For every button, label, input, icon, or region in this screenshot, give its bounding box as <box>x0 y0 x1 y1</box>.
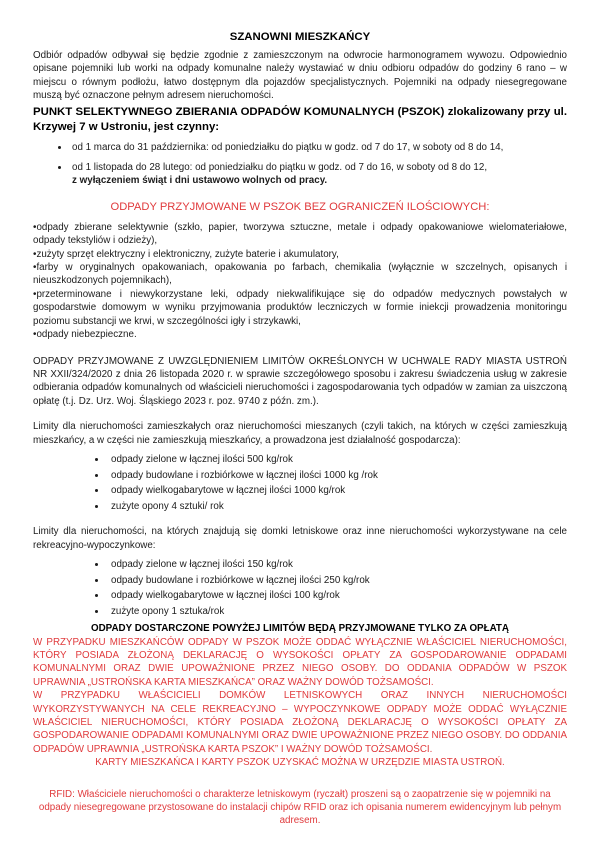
limit-item: • zużyte opony 4 sztuki/ rok <box>107 500 567 513</box>
recreational-limits-list <box>33 558 567 618</box>
no-limit-item: • przeterminowane i niewykorzystane leki, odpady niekwalifikujące się do odpadów medycznych powstałych w gospodarstwie domowym w wyniku przyjmowania produktów leczniczych w formie iniekcji prowadzenia monitoringu poziomu substancji we krwi, w szczególności igły i strzykawki, <box>33 288 567 328</box>
holidays-exclusion-note: z wyłączeniem świąt i dni ustawowo wolnych od pracy. <box>72 175 328 187</box>
red-notices-block <box>33 636 567 770</box>
opening-hours-text: od 1 marca do 31 października: od poniedziałku do piątku w godz. od 7 do 17, w soboty od 8 do 14, <box>72 141 504 153</box>
document-title: SZANOWNI MIESZKAŃCY <box>229 31 371 43</box>
residential-limits-intro: Limity dla nieruchomości zamieszkałych oraz nieruchomości mieszanych (czyli takich, na których w części zamieszkują mieszkańcy, a w części nie zamieszkują mieszkańcy, a prowadzona jest działalność gospodarcza): <box>33 421 567 446</box>
rfid-notice: RFID: Właściciele nieruchomości o charakterze letniskowym (ryczałt) proszeni są o zaopatrzenie się w pojemniki na odpady niesegregowane przystosowane do instalacji chipów RFID oraz ich opisania numerem ewidencyjnym lub pełnym adresem. <box>38 788 562 827</box>
red-notice-residents: W PRZYPADKU MIESZKAŃCÓW ODPADY W PSZOK MOŻE ODDAĆ WYŁĄCZNIE WŁAŚCICIEL NIERUCHOMOŚCI, KTÓRY POSIADA ZŁOŻONĄ DEKLARACJĘ O WYSOKOŚCI OPŁATY ZA GOSPODAROWANIE ODPADAMI KOMUNALNYMI ORAZ DWIE UPOWAŻNIONE PRZEZ NIEGO OSOBY. DO ODDANIA ODPADÓW W PSZOK UPRAWNIA „USTROŃSKA KARTA MIESZKAŃCA” ORAZ WAŻNY DOWÓD TOŻSAMOŚCI. <box>33 636 567 688</box>
opening-hours-item-summer <box>70 141 567 154</box>
no-limit-item: • odpady zbierane selektywnie (szkło, papier, tworzywa sztuczne, metale i odpady opakowaniowe wielomateriałowe, odpady tekstyliów i odzieży), <box>33 221 567 248</box>
no-limit-item: • zużyty sprzęt elektryczny i elektroniczny, zużyte baterie i akumulatory, <box>33 248 567 261</box>
opening-hours-list <box>33 141 567 188</box>
no-limit-item: • farby w oryginalnych opakowaniach, opakowania po farbach, chemikalia (wyłącznie w szczelnych, opisanych i nieuszkodzonych pojemnikach), <box>33 261 567 288</box>
limits-intro-paragraph: ODPADY PRZYJMOWANE Z UWZGLĘDNIENIEM LIMITÓW OKREŚLONYCH W UCHWALE RADY MIASTA USTROŃ NR XXII/324/2020 z dnia 26 listopada 2020 r. w sprawie szczegółowego sposobu i zakresu świadczenia usług w zakresie odbierania odpadów komunalnych od właścicieli nieruchomości i zagospodarowania tych odpadów w zamian za uiszczoną opłatę (t.j. Dz. Urz. Woj. Śląskiego 2023 r. poz. 9740 z późn. zm.). <box>33 355 567 407</box>
limit-item: • zużyte opony 1 sztuka/rok <box>107 605 567 618</box>
red-notice-cards: KARTY MIESZKAŃCA I KARTY PSZOK UZYSKAĆ MOŻNA W URZĘDZIE MIASTA USTROŃ. <box>95 757 505 769</box>
no-limit-heading: ODPADY PRZYJMOWANE W PSZOK BEZ OGRANICZEŃ ILOŚCIOWYCH: <box>110 200 490 213</box>
limit-item: • odpady zielone w łącznej ilości 500 kg/rok <box>107 453 567 466</box>
red-notice-summer-houses: W PRZYPADKU WŁAŚCICIELI DOMKÓW LETNISKOWYCH ORAZ INNYCH NIERUCHOMOŚCI WYKORZYSTYWANYCH NA CELE REKREACYJNO – WYPOCZYNKOWE ODPADY MOŻE ODDAĆ WYŁĄCZNIE WŁAŚCICIEL NIERUCHOMOŚCI, KTÓRY POSIADA ZŁOŻONĄ DEKLARACJĘ O WYSOKOŚCI OPŁATY ZA GOSPODAROWANIE ODPADAMI KOMUNALNYMI ORAZ DWIE UPOWAŻNIONE PRZEZ NIEGO OSOBY. DO ODDANIA ODPADÓW UPRAWNIA „USTROŃSKA KARTA PSZOK” I WAŻNY DOWÓD TOŻSAMOŚCI. <box>33 690 567 755</box>
limit-item: • odpady budowlane i rozbiórkowe w łącznej ilości 1000 kg /rok <box>107 469 567 482</box>
over-limit-notice: ODPADY DOSTARCZONE POWYŻEJ LIMITÓW BĘDĄ PRZYJMOWANE TYLKO ZA OPŁATĄ <box>90 623 509 635</box>
intro-paragraph: Odbiór odpadów odbywał się będzie zgodnie z zamieszczonym na odwrocie harmonogramem wywozu. Odpowiednio opisane pojemniki lub worki na odpady komunalne należy wystawiać w dniu odbioru odpadów do godziny 6 rano – w miejscu o równym podłożu, łatwo dostępnym dla pojazdów specjalistycznych. Pojemniki na odpady niesegregowane muszą być oznaczone pełnym adresem nieruchomości. <box>33 50 567 102</box>
limit-item: • odpady wielkogabarytowe w łącznej ilości 1000 kg/rok <box>107 484 567 497</box>
limit-item: • odpady budowlane i rozbiórkowe w łącznej ilości 250 kg/rok <box>107 574 567 587</box>
pszok-heading: PUNKT SELEKTYWNEGO ZBIERANIA ODPADÓW KOMUNALNYCH (PSZOK) zlokalizowany przy ul. Krzywej 7 w Ustroniu, jest czynny: <box>33 105 567 133</box>
no-limit-item: • odpady niebezpieczne. <box>33 328 567 341</box>
limit-item: • odpady wielkogabarytowe w łącznej ilości 100 kg/rok <box>107 589 567 602</box>
opening-hours-text: od 1 listopada do 28 lutego: od poniedziałku do piątku w godz. od 7 do 16, w soboty od 8 do 12, <box>72 162 488 174</box>
opening-hours-item-winter <box>70 161 567 188</box>
residential-limits-list <box>33 453 567 513</box>
limit-item: • odpady zielone w łącznej ilości 150 kg/rok <box>107 558 567 571</box>
recreational-limits-intro: Limity dla nieruchomości, na których znajdują się domki letniskowe oraz inne nieruchomości wykorzystywane na cele rekreacyjno-wypoczynkowe: <box>33 526 567 551</box>
